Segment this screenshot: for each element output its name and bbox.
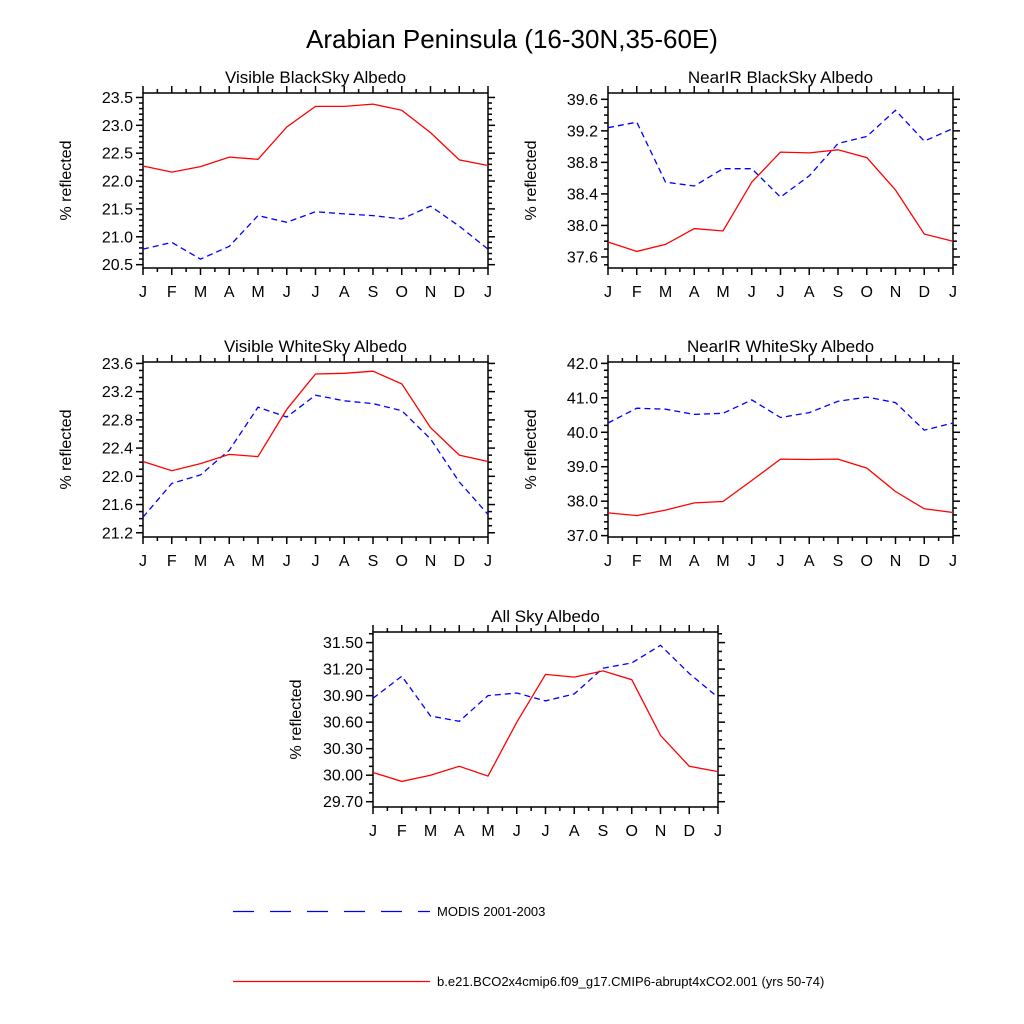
svg-text:N: N — [424, 284, 437, 301]
svg-text:23.0: 23.0 — [101, 117, 133, 135]
svg-text:% reflected: % reflected — [523, 140, 540, 221]
svg-text:J: J — [311, 553, 320, 570]
svg-text:22.8: 22.8 — [101, 412, 133, 430]
svg-text:D: D — [918, 553, 931, 570]
svg-text:J: J — [604, 284, 612, 301]
model-solid-line-sample — [233, 973, 430, 990]
svg-text:A: A — [803, 553, 815, 570]
svg-text:J: J — [604, 553, 612, 570]
svg-text:D: D — [918, 284, 931, 301]
svg-text:38.0: 38.0 — [566, 493, 598, 511]
svg-text:M: M — [193, 553, 208, 570]
svg-text:A: A — [803, 284, 815, 301]
svg-text:J: J — [776, 284, 785, 301]
svg-text:J: J — [484, 284, 492, 301]
svg-text:M: M — [251, 284, 265, 301]
svg-text:31.20: 31.20 — [322, 661, 363, 679]
svg-text:29.70: 29.70 — [322, 794, 363, 812]
svg-text:O: O — [860, 553, 873, 570]
svg-text:% reflected: % reflected — [523, 409, 540, 490]
svg-text:% reflected: % reflected — [58, 409, 75, 490]
svg-text:42.0: 42.0 — [566, 355, 598, 373]
svg-text:A: A — [453, 823, 465, 840]
svg-text:30.90: 30.90 — [322, 688, 363, 706]
svg-text:A: A — [338, 284, 350, 301]
svg-text:22.4: 22.4 — [101, 440, 133, 458]
svg-text:21.6: 21.6 — [101, 497, 133, 515]
svg-text:38.8: 38.8 — [566, 154, 598, 172]
svg-text:Visible WhiteSky Albedo: Visible WhiteSky Albedo — [223, 337, 408, 356]
svg-text:O: O — [395, 553, 408, 570]
svg-text:M: M — [423, 823, 438, 840]
svg-text:31.50: 31.50 — [322, 635, 363, 653]
svg-text:21.5: 21.5 — [101, 201, 133, 219]
svg-text:A: A — [568, 823, 580, 840]
svg-text:23.6: 23.6 — [101, 355, 133, 373]
panel-nearir-whitesky-albedo — [503, 337, 973, 582]
svg-text:40.0: 40.0 — [566, 424, 598, 442]
svg-text:22.0: 22.0 — [101, 173, 133, 191]
svg-text:S: S — [832, 284, 844, 301]
modis-dashed-line-sample — [233, 903, 430, 920]
svg-text:A: A — [688, 284, 700, 301]
legend-label-modis: MODIS 2001-2003 — [437, 904, 546, 919]
svg-text:38.4: 38.4 — [566, 186, 598, 204]
legend-item-modis — [233, 903, 545, 920]
svg-text:39.0: 39.0 — [566, 459, 598, 477]
svg-text:A: A — [223, 284, 235, 301]
svg-text:D: D — [453, 553, 466, 570]
svg-text:N: N — [424, 553, 437, 570]
svg-text:N: N — [889, 284, 902, 301]
panel-all-sky-albedo — [268, 607, 738, 852]
svg-text:M: M — [716, 284, 730, 301]
svg-text:J: J — [512, 823, 521, 840]
svg-text:30.00: 30.00 — [322, 767, 363, 785]
svg-text:M: M — [481, 823, 495, 840]
svg-text:A: A — [338, 553, 350, 570]
svg-text:S: S — [832, 553, 844, 570]
svg-text:21.0: 21.0 — [101, 229, 133, 247]
legend-label-model: b.e21.BCO2x4cmip6.f09_g17.CMIP6-abrupt4xCO2.001 (yrs 50-74) — [437, 974, 825, 989]
svg-text:Visible BlackSky Albedo: Visible BlackSky Albedo — [224, 68, 407, 87]
svg-text:A: A — [223, 553, 235, 570]
svg-text:M: M — [716, 553, 730, 570]
svg-text:F: F — [631, 284, 642, 301]
panel-nearir-blacksky-albedo — [503, 68, 973, 313]
svg-text:J: J — [949, 553, 957, 570]
svg-text:22.0: 22.0 — [101, 468, 133, 486]
svg-text:S: S — [367, 553, 379, 570]
svg-text:M: M — [251, 553, 265, 570]
svg-text:J: J — [714, 823, 722, 840]
svg-text:% reflected: % reflected — [58, 140, 75, 221]
svg-text:O: O — [860, 284, 873, 301]
svg-text:41.0: 41.0 — [566, 390, 598, 408]
svg-text:J: J — [282, 553, 291, 570]
svg-text:A: A — [688, 553, 700, 570]
svg-text:J: J — [484, 553, 492, 570]
svg-text:J: J — [282, 284, 291, 301]
svg-text:N: N — [889, 553, 902, 570]
svg-text:All Sky Albedo: All Sky Albedo — [491, 607, 600, 626]
svg-text:30.60: 30.60 — [322, 714, 363, 732]
svg-text:J: J — [139, 553, 147, 570]
panel-visible-whitesky-albedo — [38, 337, 508, 582]
svg-text:M: M — [658, 553, 673, 570]
svg-text:F: F — [631, 553, 642, 570]
svg-text:J: J — [747, 284, 756, 301]
svg-text:J: J — [747, 553, 756, 570]
legend-item-model — [233, 973, 824, 990]
svg-text:NearIR BlackSky Albedo: NearIR BlackSky Albedo — [687, 68, 874, 87]
svg-text:37.0: 37.0 — [566, 528, 598, 546]
svg-text:D: D — [683, 823, 696, 840]
svg-text:F: F — [166, 284, 177, 301]
svg-text:J: J — [311, 284, 320, 301]
svg-text:J: J — [139, 284, 147, 301]
svg-text:D: D — [453, 284, 466, 301]
svg-text:21.2: 21.2 — [101, 525, 133, 543]
svg-text:J: J — [949, 284, 957, 301]
svg-text:% reflected: % reflected — [288, 679, 305, 760]
svg-text:F: F — [396, 823, 407, 840]
svg-text:S: S — [367, 284, 379, 301]
panel-visible-blacksky-albedo — [38, 68, 508, 313]
svg-text:22.5: 22.5 — [101, 145, 133, 163]
svg-text:23.5: 23.5 — [101, 89, 133, 107]
svg-text:S: S — [597, 823, 609, 840]
svg-text:O: O — [625, 823, 638, 840]
svg-text:NearIR WhiteSky Albedo: NearIR WhiteSky Albedo — [686, 337, 875, 356]
svg-text:J: J — [541, 823, 550, 840]
svg-text:O: O — [395, 284, 408, 301]
svg-text:N: N — [654, 823, 667, 840]
svg-text:38.0: 38.0 — [566, 217, 598, 235]
svg-text:30.30: 30.30 — [322, 741, 363, 759]
svg-text:J: J — [369, 823, 377, 840]
svg-text:23.2: 23.2 — [101, 384, 133, 402]
svg-text:20.5: 20.5 — [101, 257, 133, 275]
page-title: Arabian Peninsula (16-30N,35-60E) — [306, 24, 718, 54]
svg-text:39.2: 39.2 — [566, 123, 598, 141]
svg-text:J: J — [776, 553, 785, 570]
svg-text:M: M — [193, 284, 208, 301]
svg-text:F: F — [166, 553, 177, 570]
svg-text:39.6: 39.6 — [566, 91, 598, 109]
svg-text:M: M — [658, 284, 673, 301]
svg-text:37.6: 37.6 — [566, 249, 598, 267]
